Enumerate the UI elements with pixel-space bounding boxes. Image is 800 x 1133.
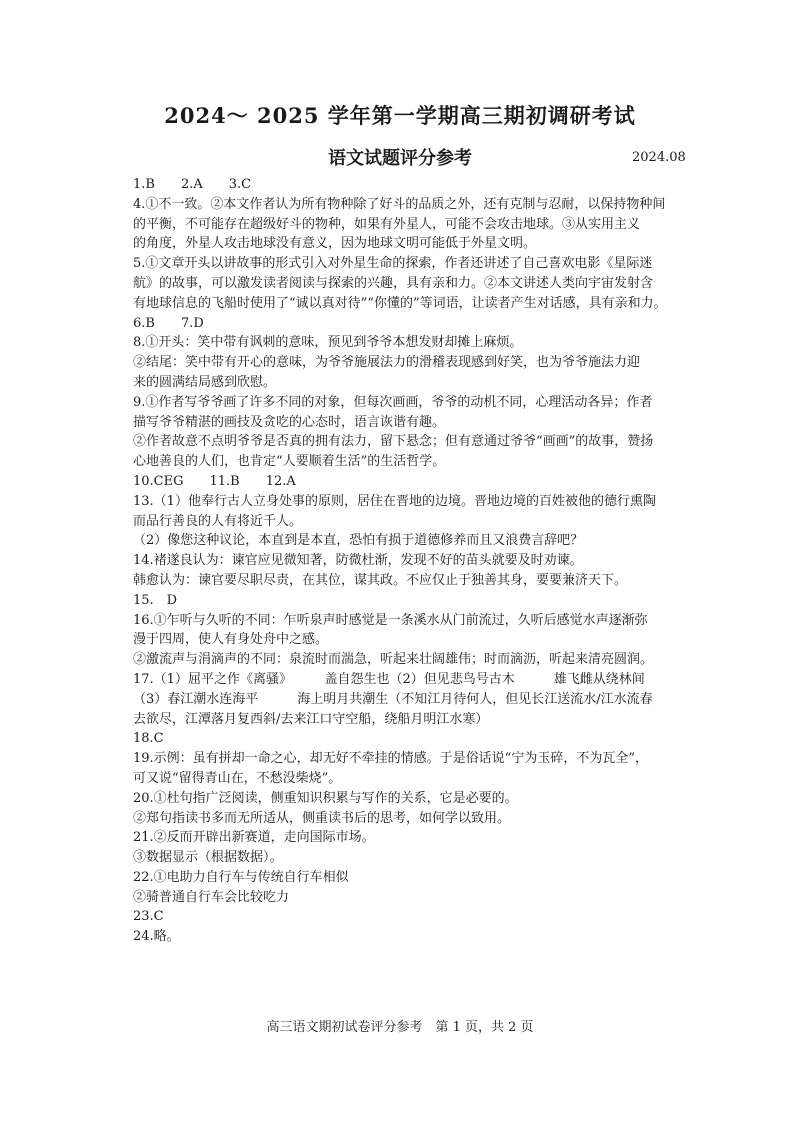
answer-line: 的平衡，不可能存在超级好斗的物种，如果有外星人，可能不会攻击地球。③从实用主义 [133, 216, 641, 232]
answer-line: 6.B 7.D [133, 315, 204, 331]
answer-line: 去欲尽，江潭落月复西斜/去来江口守空船，绕船月明江水寒） [133, 711, 489, 727]
answer-line: 19.示例：虽有拼却一命之心，却无好不牵挂的情感。于是俗话说“宁为玉碎，不为瓦全”， [133, 751, 648, 767]
answer-line: 17.（1）屈平之作《离骚》 盖自怨生也（2）但见悲鸟号古木 雄飞雌从绕林间 [133, 671, 645, 687]
document-subtitle: 语文试题评分参考 [328, 148, 472, 169]
answer-line: 的角度，外星人攻击地球没有意义，因为地球文明可能低于外星文明。 [133, 236, 537, 252]
document-date: 2024.08 [632, 150, 686, 165]
page-footer: 高三语文期初试卷评分参考 第 1 页，共 2 页 [266, 1020, 534, 1035]
answer-line: 来的圆满结局感到欣慰。 [133, 374, 277, 390]
answer-line: 4.①不一致。②本文作者认为所有物种除了好斗的品质之外，还有克制与忍耐，以保持物种间 [133, 196, 666, 212]
answer-line: 可又说“留得青山在，不愁没柴烧”。 [133, 770, 342, 786]
answer-line: 航》的故事，可以激发读者阅读与探索的兴趣，具有亲和力。②本文讲述人类向宇宙发射含 [133, 275, 654, 291]
answer-line: 心地善良的人们，也肯定“人要顺着生活”的生活哲学。 [133, 454, 446, 470]
answer-line: （2）像您这种议论，本直到是本直，恐怕有损于道德修养而且又浪费言辞吧？ [133, 533, 584, 549]
answer-line: ②骑普通自行车会比较吃力 [133, 889, 290, 905]
answer-line: 23.C [133, 909, 164, 925]
answer-line: 22.①电助力自行车与传统自行车相似 [133, 869, 349, 885]
answer-line: 韩愈认为：谏官要尽职尽责，在其位，谋其政。不应仅止于独善其身，要要兼济天下。 [133, 572, 628, 588]
answer-line: 14.褚遂良认为：谏官应见微知著，防微杜渐，发现不好的苗头就要及时劝谏。 [133, 553, 583, 569]
answer-line: 21.②反而开辟出新赛道，走向国际市场。 [133, 830, 375, 846]
answer-line: 8.①开头：笑中带有讽刺的意味，预见到爷爷本想发财却摊上麻烦。 [133, 335, 523, 351]
answer-line: 有地球信息的飞船时使用了“诚以真对待”“你懂的”等词语，让读者产生对话感，具有亲和力。 [133, 295, 667, 311]
answer-line: 24.略。 [133, 929, 180, 945]
answer-line: 描写爷爷精湛的画技及贪吃的心态时，语言诙谐有趣。 [133, 414, 446, 430]
answer-line: 15. D [133, 592, 178, 608]
answer-line: ③数据显示（根据数据）。 [133, 850, 283, 866]
answer-line: 而品行善良的人有将近千人。 [133, 513, 303, 529]
answer-line: 13.（1）他奉行古人立身处事的原则，居住在晋地的边境。晋地边境的百姓被他的德行熏陶 [133, 493, 656, 509]
answer-line: ②结尾：笑中带有开心的意味，为爷爷施展法力的滑稽表现感到好笑，也为爷爷施法力迎 [133, 355, 641, 371]
exam-title: 2024～ 2025 学年第一学期高三期初调研考试 [164, 103, 636, 128]
answer-line: 5.①文章开头以讲故事的形式引入对外星生命的探索，作者还讲述了自己喜欢电影《星际迷 [133, 256, 653, 272]
answer-line: 漫于四周，使人有身处舟中之感。 [133, 632, 329, 648]
answer-line: ②激流声与涓滴声的不同：泉流时而湍急，听起来壮阔雄伟；时而滴沥，听起来清亮圆润。 [133, 652, 654, 668]
answer-line: 16.①乍听与久听的不同：乍听泉声时感觉是一条溪水从门前流过，久听后感觉水声逐渐弥 [133, 612, 648, 628]
answer-line: ②郑句指读书多而无所适从，侧重读书后的思考，如何学以致用。 [133, 810, 511, 826]
answer-line: 9.①作者写爷爷画了许多不同的对象，但每次画画，爷爷的动机不同，心理活动各异；作者 [133, 394, 653, 410]
answer-line: ②作者故意不点明爷爷是否真的拥有法力，留下悬念；但有意通过爷爷“画画”的故事，赞扬 [133, 434, 654, 450]
answer-content [133, 175, 683, 947]
answer-line: （3）春江潮水连海平 海上明月共潮生（不知江月待何人，但见长江送流水/江水流春 [133, 691, 653, 707]
answer-line: 20.①杜句指广泛阅读，侧重知识积累与写作的关系，它是必要的。 [133, 790, 518, 806]
answer-line: 10.CEG 11.B 12.A [133, 473, 296, 489]
answer-line: 18.C [133, 731, 164, 747]
answer-line: 1.B 2.A 3.C [133, 177, 252, 192]
